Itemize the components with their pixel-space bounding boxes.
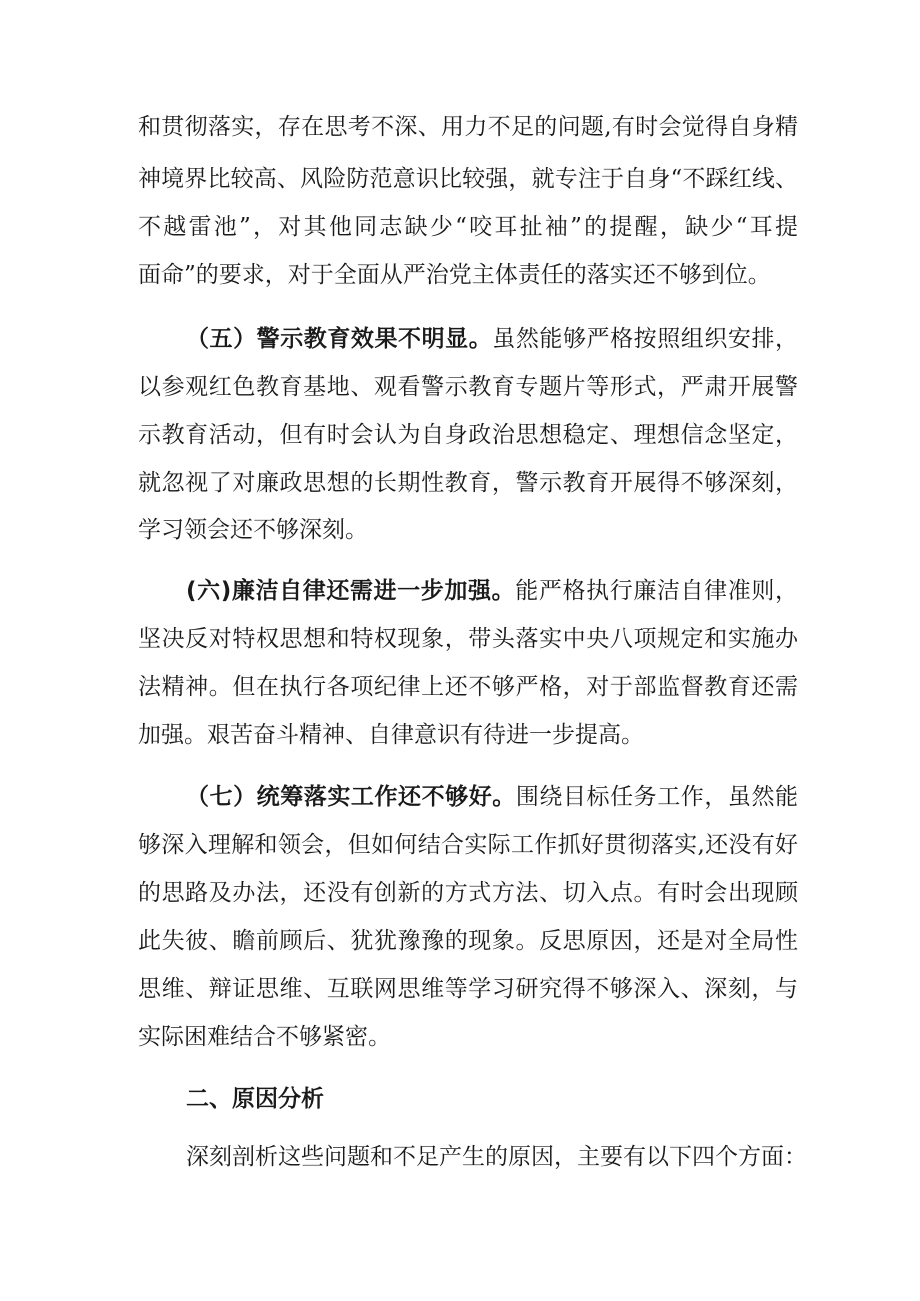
paragraph-2-line-3: 示教育活动，但有时会认为自身政治思想稳定、理想信念坚定， bbox=[138, 422, 798, 448]
paragraph-4-line-2: 够深入理解和领会，但如何结合实际工作抓好贯彻落实,还没有好 bbox=[138, 832, 798, 858]
section-heading: 二、原因分析 bbox=[186, 1086, 324, 1112]
paragraph-4-line-6: 实际困难结合不够紧密。 bbox=[138, 1024, 391, 1050]
paragraph-1-line-1: 和贯彻落实，存在思考不深、用力不足的问题,有时会觉得自身精 bbox=[138, 114, 798, 140]
paragraph-4-heading: （七）统筹落实工作还不够好。 bbox=[186, 784, 516, 810]
paragraph-2-line-4: 就忽视了对廉政思想的长期性教育，警示教育开展得不够深刻， bbox=[138, 470, 798, 496]
paragraph-2-line-2: 以参观红色教育基地、观看警示教育专题片等形式，严肃开展警 bbox=[138, 374, 798, 400]
paragraph-4-line-3: 的思路及办法，还没有创新的方式方法、切入点。有时会出现顾 bbox=[138, 880, 798, 906]
paragraph-4-line-5: 思维、辩证思维、互联网思维等学习研究得不够深入、深刻，与 bbox=[138, 976, 798, 1002]
paragraph-3-heading: (六)廉洁自律还需进一步加强。 bbox=[186, 578, 516, 604]
paragraph-1-line-4: 面命”的要求，对于全面从严治党主体责任的落实还不够到位。 bbox=[138, 262, 771, 288]
paragraph-3-line-4: 加强。艰苦奋斗精神、自律意识有待进一步提高。 bbox=[138, 722, 644, 748]
paragraph-3-line-1 bbox=[186, 576, 798, 606]
paragraph-3-line-2: 坚决反对特权思想和特权现象，带头落实中央八项规定和实施办 bbox=[138, 626, 798, 652]
paragraph-2-line-5: 学习领会还不够深刻。 bbox=[138, 517, 368, 543]
paragraph-4-first-text: 围绕目标任务工作，虽然能 bbox=[515, 784, 799, 810]
paragraph-3-line-3: 法精神。但在执行各项纪律上还不够严格，对于部监督教育还需 bbox=[138, 674, 798, 700]
paragraph-2-heading: （五）警示教育效果不明显。 bbox=[186, 326, 493, 352]
paragraph-1-line-2: 神境界比较高、风险防范意识比较强，就专注于自身“不踩红线、 bbox=[138, 166, 798, 192]
paragraph-4-line-4: 此失彼、瞻前顾后、犹犹豫豫的现象。反思原因，还是对全局性 bbox=[138, 928, 798, 954]
paragraph-2-first-text: 虽然能够严格按照组织安排， bbox=[492, 326, 799, 352]
paragraph-2-line-1 bbox=[186, 324, 798, 354]
paragraph-3-first-text: 能严格执行廉洁自律准则， bbox=[515, 578, 799, 604]
paragraph-4-line-1 bbox=[186, 782, 798, 812]
paragraph-5-line-1: 深刻剖析这些问题和不足产生的原因，主要有以下四个方面： bbox=[186, 1144, 807, 1170]
paragraph-1-line-3: 不越雷池”，对其他同志缺少“咬耳扯袖”的提醒，缺少“耳提 bbox=[138, 214, 798, 240]
